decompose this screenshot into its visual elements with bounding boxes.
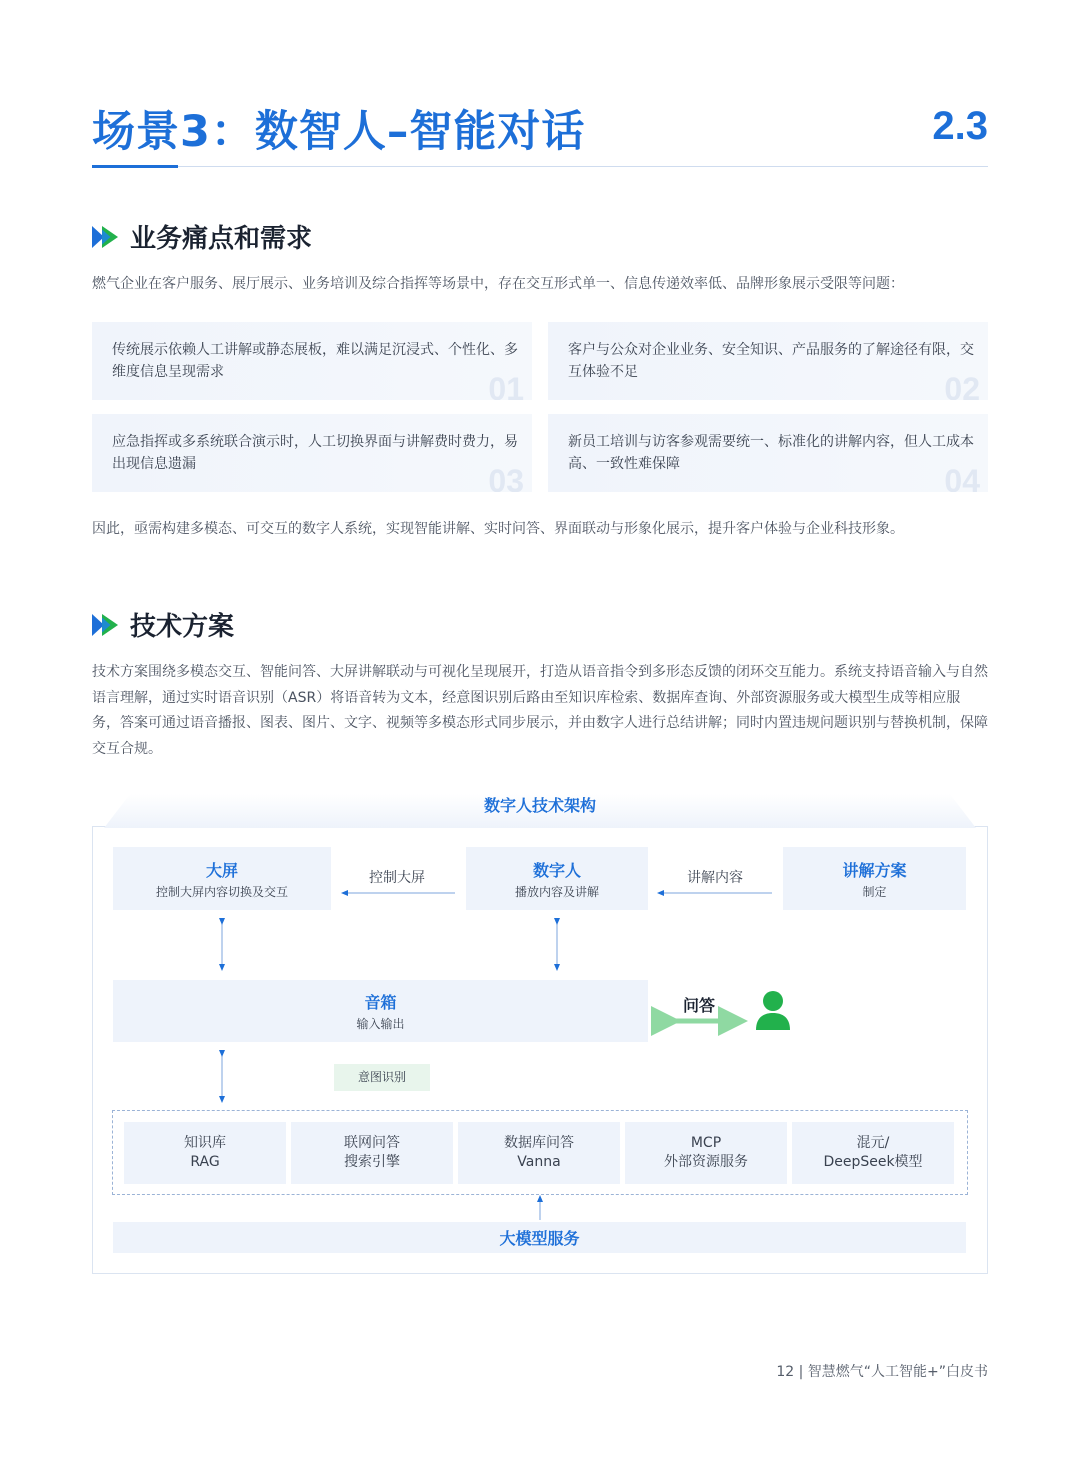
- card-text: 传统展示依赖人工讲解或静态展板，难以满足沉浸式、个性化、多维度信息呈现需求: [112, 342, 518, 380]
- conclusion-paragraph: 因此，亟需构建多模态、可交互的数字人系统，实现智能讲解、实时问答、界面联动与形象化展示，提升客户体验与企业科技形象。: [92, 521, 904, 537]
- service-line: 搜索引擎: [344, 1154, 400, 1170]
- service-line: Vanna: [517, 1154, 561, 1170]
- node-subtitle: 控制大屏内容切换及交互: [155, 885, 288, 899]
- node-subtitle: 输入输出: [356, 1017, 405, 1031]
- edge-label-qa: 问答: [683, 996, 716, 1015]
- card-number: 01: [488, 371, 524, 400]
- service-line: 联网问答: [344, 1135, 400, 1151]
- service-line: 知识库: [184, 1135, 226, 1151]
- edge-label-content: 讲解内容: [687, 870, 743, 886]
- service-line: RAG: [190, 1154, 220, 1170]
- intro-paragraph: 燃气企业在客户服务、展厅展示、业务培训及综合指挥等场景中，存在交互形式单一、信息传递效率低、品牌形象展示受限等问题：: [92, 276, 904, 292]
- node-subtitle: 制定: [862, 885, 887, 899]
- card-number: 02: [944, 371, 980, 400]
- card-text: 应急指挥或多系统联合演示时，人工切换界面与讲解费时费力，易出现信息遗漏: [112, 434, 518, 472]
- card-text: 新员工培训与访客参观需要统一、标准化的讲解内容，但人工成本高、一致性难保障: [568, 434, 974, 472]
- node-title: 音箱: [364, 993, 397, 1012]
- node-subtitle: 播放内容及讲解: [514, 885, 599, 899]
- tech-paragraph: 技术方案围绕多模态交互、智能问答、大屏讲解联动与可视化呈现展开，打造从语音指令到多形态反馈的闭环交互能力。系统支持语音输入与自然语言理解，通过实时语音识别（ASR）将语音转为文本，经意图识别后路由至知识库检索、数据库查询、外部资源服务或大模型生成等相应服务，答案可通过语音播报、图表、图片、文字、视频等多模态形式同步展示，并由数字人进行总结讲解；同时内置违规问题识别与替换机制，保障交互合规。: [92, 664, 988, 757]
- node-title: 大屏: [205, 861, 238, 880]
- service-line: 外部资源服务: [664, 1154, 748, 1170]
- service-line: 混元/: [856, 1135, 890, 1151]
- page-title: 场景3：数智人–智能对话: [92, 107, 586, 157]
- card-number: 03: [488, 463, 524, 492]
- service-line: MCP: [690, 1135, 722, 1151]
- section-heading-text: 业务痛点和需求: [130, 224, 313, 254]
- service-line: DeepSeek模型: [823, 1154, 923, 1170]
- card-number: 04: [944, 463, 980, 492]
- intent-recognition-tag: 意图识别: [334, 1064, 430, 1091]
- page-footer: 12 | 智慧燃气“人工智能+”白皮书: [776, 1364, 988, 1380]
- node-title: 讲解方案: [842, 861, 907, 880]
- card-text: 客户与公众对企业业务、安全知识、产品服务的了解途径有限，交互体验不足: [568, 342, 974, 380]
- service-line: 数据库问答: [504, 1135, 574, 1151]
- section-number: 2.3: [932, 104, 988, 148]
- section-heading-text: 技术方案: [130, 612, 235, 642]
- diagram-caption-text: 数字人技术架构: [483, 796, 596, 815]
- edge-label-control-screen: 控制大屏: [369, 870, 425, 886]
- node-title: 大模型服务: [499, 1229, 580, 1248]
- node-title: 数字人: [532, 861, 581, 880]
